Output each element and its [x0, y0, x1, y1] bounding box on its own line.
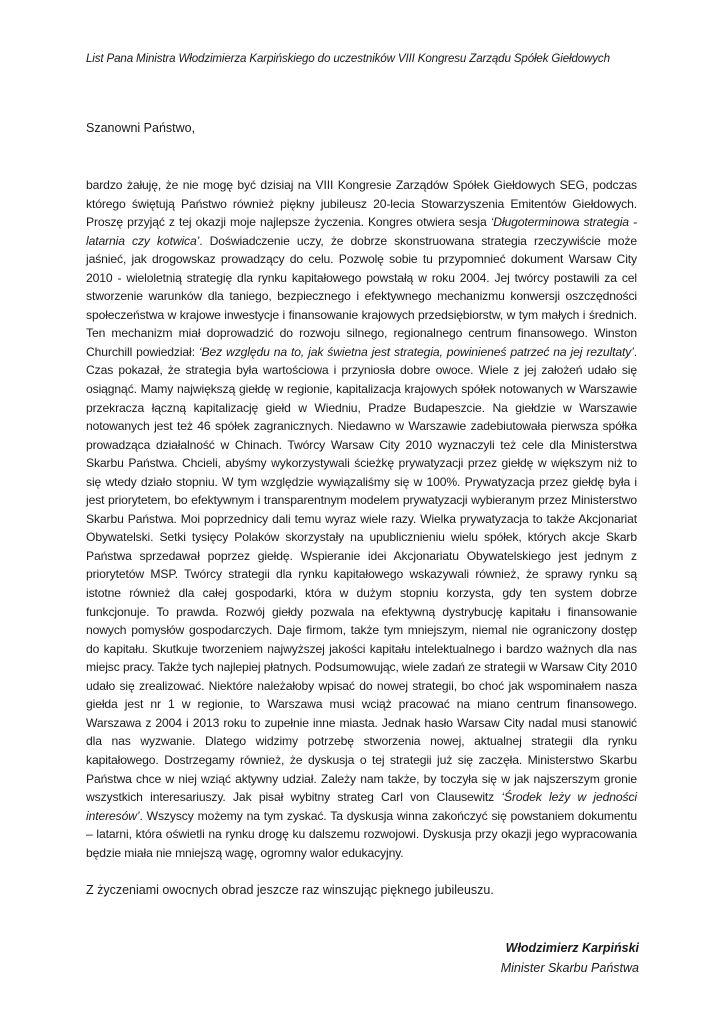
document-header: List Pana Ministra Włodzimierza Karpińskiego do uczestników VIII Kongresu Zarządu Spółek Giełdowych — [86, 52, 610, 65]
body-paragraph — [86, 176, 637, 862]
salutation: Szanowni Państwo, — [86, 121, 196, 135]
churchill-quote: ‘Bez względu na to, jak świetna jest strategia, powinieneś patrzeć na jej rezultaty’ — [198, 344, 634, 359]
signatory-title: Minister Skarbu Państwa — [500, 961, 639, 975]
closing-line: Z życzeniami owocnych obrad jeszcze raz winszując pięknego jubileuszu. — [86, 883, 494, 897]
body-text-part-1: bardzo żałuję, że nie mogę być dzisiaj na VIII Kongresie Zarządów Spółek Giełdowych SEG, podczas którego świętują Państwo również piękny jubileusz 20-lecia Stowarzyszenia Emitentów Giełdowych. Proszę przyjąć z tej okazji moje najlepsze życzenia. Kongres otwiera sesja — [86, 178, 637, 230]
session-title-quote: ‘Długoterminowa strategia - latarnia czy kotwica’ — [86, 215, 637, 248]
body-text-part-2: . Doświadczenie uczy, że dobrze skonstruowana strategia rzeczywiście może jaśnieć, jak drogowskaz prowadzący do celu. Pozwolę sobie tu przypomnieć dokument Warsaw City 2010 - wieloletnią strategię dla rynku kapitałowego powstałą w roku 2004. Jej twórcy postawili za cel stworzenie warunków dla taniego, bezpiecznego i efektywnego mechanizmu konwersji oszczędności społeczeństwa w krajowe inwestycje i finansowanie krajowych przedsiębiorstw, w tym małych i średnich. Ten mechanizm miał doprowadzić do rozwoju silnego, regionalnego centrum finansowego. Winston Churchill powiedział: — [86, 233, 638, 359]
body-text-part-3: . Czas pokazał, że strategia była wartościowa i przyniosła dobre owoce. Wiele z jej założeń udało się osiągnąć. Mamy największą giełdę w regionie, kapitalizacja krajowych spółek notowanych w Warszawie przekracza łączną kapitalizację giełd w Wiedniu, Pradze Budapeszcie. Na giełdzie w Warszawie notowanych jest też 46 spółek zagranicznych. Niedawno w Warszawie zadebiutowała pierwsza spółka prowadząca działalność w Chinach. Twórcy Warsaw City 2010 wyznaczyli też cele dla Ministerstwa Skarbu Państwa. Chcieli, abyśmy wykorzystywali ścieżkę prywatyzacji przez giełdę w większym niż to się wtedy działo stopniu. W tym względzie wywiązaliśmy się w 100%. Prywatyzacja przez giełdę była i jest priorytetem, bo efektywnym i transparentnym modelem prywatyzacji wybieranym przez Ministerstwo Skarbu Państwa. Moi poprzednicy dali temu wyraz wiele razy. Wielka prywatyzacja to także Akcjonariat Obywatelski. Setki tysięcy Polaków skorzystały na upublicznieniu wielu spółek, których akcje Skarb Państwa sprzedawał poprzez giełdę. Wspieranie idei Akcjonariatu Obywatelskiego jest jednym z priorytetów MSP. Twórcy strategii dla rynku kapitałowego wskazywali również, że sprawy rynku są istotne również dla całej gospodarki, która w dużym stopniu korzysta, gdy ten system dobrze funkcjonuje. To prawda. Rozwój giełdy pozwala na efektywną dystrybucję kapitału i finansowanie nowych pomysłów gospodarczych. Daje firmom, także tym mniejszym, niemal nie ograniczony dostęp do kapitału. Skutkuje tworzeniem najwyższej jakości kapitału intelektualnego i bardzo ważnych dla nas miejsc pracy. Także tych najlepiej płatnych. Podsumowując, wiele zadań ze strategii w Warsaw City 2010 udało się zrealizować. Niektóre należałoby wpisać do nowej strategii, bo choć jak wspominałem nasza giełda jest nr 1 w regionie, to Warszawa musi wciąż pracować na miano centrum finansowego. Warszawa z 2004 i 2013 roku to zupełnie inne miasta. Jednak hasło Warsaw City nadal musi stanowić dla nas wyzwanie. Dlatego widzimy potrzebę stworzenia nowej, aktualnej strategii dla rynku kapitałowego. Dostrzegamy również, że dyskusja o tej strategii już się zaczęła. Ministerstwo Skarbu Państwa chce w niej wziąć aktywny udział. Zależy nam także, by toczyła się w jak najszerszym gronie wszystkich interesariuszy. Jak pisał wybitny strateg Carl von Clausewitz — [86, 344, 637, 805]
signature-block — [501, 938, 639, 978]
clausewitz-quote: ‘Środek leży w jedności interesów’ — [86, 790, 637, 823]
letter-body — [86, 176, 637, 862]
body-text-part-4: . Wszyscy możemy na tym zyskać. Ta dyskusja winna zakończyć się powstaniem dokumentu – latarni, która oświetli na rynku drogę ku dalszemu rozwojowi. Dyskusja przy okazji jego wypracowania będzie miała nie mniejszą wagę, ogromny walor edukacyjny. — [86, 808, 637, 860]
signatory-name: Włodzimierz Karpiński — [505, 941, 639, 955]
